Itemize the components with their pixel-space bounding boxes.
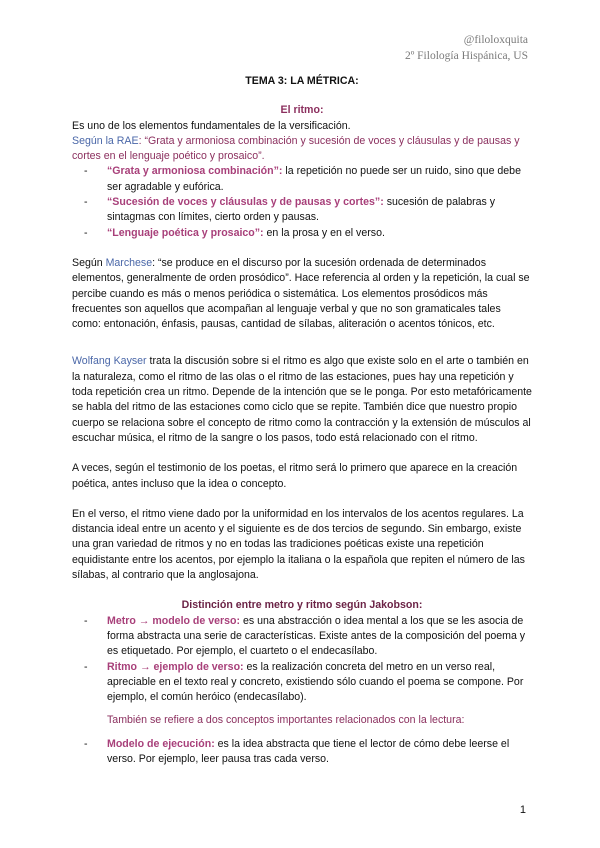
term: “Grata y armoniosa combinación”: xyxy=(107,165,283,178)
definition: es una abstracción o idea mental a los que se les asocia de forma abstracta una serie de características. Existe antes de la composición del poema y es etiquetado. Por ejemplo, el cuarteto o el endecasílabo. xyxy=(107,614,526,658)
poets-paragraph: A veces, según el testimonio de los poetas, el ritmo será lo primero que aparece en la creación poética, antes incluso que la idea o concepto. xyxy=(72,462,518,490)
kayser-text: trata la discusión sobre si el ritmo es algo que existe solo en el arte o también en la naturaleza, como el ritmo de las olas o el ritmo de las estaciones, pues hay una repetición y toda repetición crea un ritmo. Depende de la intención que se le ponga. Por esto metafóricamente se habla del ritmo de las estaciones como ciclo que se repite. También dice que nuestro propio cuerpo se relaciona sobre el concepto de ritmo como la contracción y la extensión de músculos al escuchar música, el ritmo de la sangre o los pasos, todo está relacionado con el ritmo. xyxy=(72,355,532,444)
jakobson-list xyxy=(72,614,532,706)
definition: es la realización concreta del metro en un verso real, apreciable en el texto real y concreto, existiendo sólo cuando el poema se compone. Por ejemplo, el común heróico (endecasílabo). xyxy=(107,660,524,704)
page-number: 1 xyxy=(519,804,526,816)
list-item xyxy=(107,226,532,241)
term: Metro → modelo de verso: xyxy=(107,614,241,627)
section-subtitle: El ritmo: xyxy=(280,104,324,117)
intro-paragraph: Es uno de los elementos fundamentales de la versificación. xyxy=(72,119,351,132)
page-title: TEMA 3: LA MÉTRICA: xyxy=(245,75,359,87)
definition: sucesión de palabras y sintagmas con límites, cierto orden y pausas. xyxy=(107,196,496,224)
jakobson-title: Distinción entre metro y ritmo según Jakobson: xyxy=(181,599,423,612)
kayser-name: Wolfang Kayser xyxy=(72,355,147,368)
rae-list xyxy=(72,164,532,240)
document-body xyxy=(72,70,532,767)
rae-quote: : “Grata y armoniosa combinación y sucesión de voces y cláusulas y de pausas y cortes en el lenguaje poético y prosaico”. xyxy=(72,134,520,163)
rae-lead: Según la RAE xyxy=(72,134,139,147)
list-item xyxy=(107,737,532,768)
marchese-paragraph xyxy=(72,256,532,332)
marchese-pre: Según xyxy=(72,256,106,269)
list-item xyxy=(107,195,532,226)
reading-list xyxy=(72,737,532,768)
list-item xyxy=(107,164,532,195)
header-course: 2º Filología Hispánica, US xyxy=(404,50,528,62)
list-item xyxy=(107,660,532,706)
marchese-name: Marchese xyxy=(105,256,153,269)
definition: en la prosa y en el verso. xyxy=(263,226,385,239)
marchese-text: : “se produce en el discurso por la sucesión ordenada de determinados elementos, generalmente de orden prosódico”. Hace referencia al orden y la repetición, la cual se percibe cuando es más o menos periódica o sistemática. Los elementos prosódicos más frecuentes son aquellos que acompañan al lenguaje verbal y que no son gramaticales tales como: entonación, énfasis, pausas, cantidad de sílabas, aliteración o acentos tónicos, etc. xyxy=(72,256,530,331)
definition: es la idea abstracta que tiene el lector de cómo debe leerse el verso. Por ejemplo, leer pausa tras cada verso. xyxy=(107,737,510,765)
term: Ritmo → ejemplo de verso: xyxy=(107,660,244,673)
list-item xyxy=(107,614,532,660)
verse-paragraph: En el verso, el ritmo viene dado por la uniformidad en los intervalos de los acentos regulares. La distancia ideal entre un acento y el siguiente es de dos tercios de segundo. Sin embargo, existe una gran variedad de ritmos y no en todas las tradiciones poéticas existe una repetición equidistante entre los acentos, por ejemplo la italiana o la española que repiten el número de las sílabas, al contrario que la anglosajona. xyxy=(72,507,525,582)
term: “Lenguaje poética y prosaico”: xyxy=(107,226,264,239)
definition: la repetición no puede ser un ruido, sino que debe ser agradable y eufórica. xyxy=(107,165,521,193)
kayser-paragraph xyxy=(72,354,532,446)
also-paragraph: También se refiere a dos conceptos importantes relacionados con la lectura: xyxy=(107,714,465,727)
term: “Sucesión de voces y cláusulas y de pausas y cortes”: xyxy=(107,196,384,209)
rae-paragraph xyxy=(72,134,532,165)
header-handle: @filoloxquita xyxy=(463,34,528,46)
term: Modelo de ejecución: xyxy=(107,737,215,750)
